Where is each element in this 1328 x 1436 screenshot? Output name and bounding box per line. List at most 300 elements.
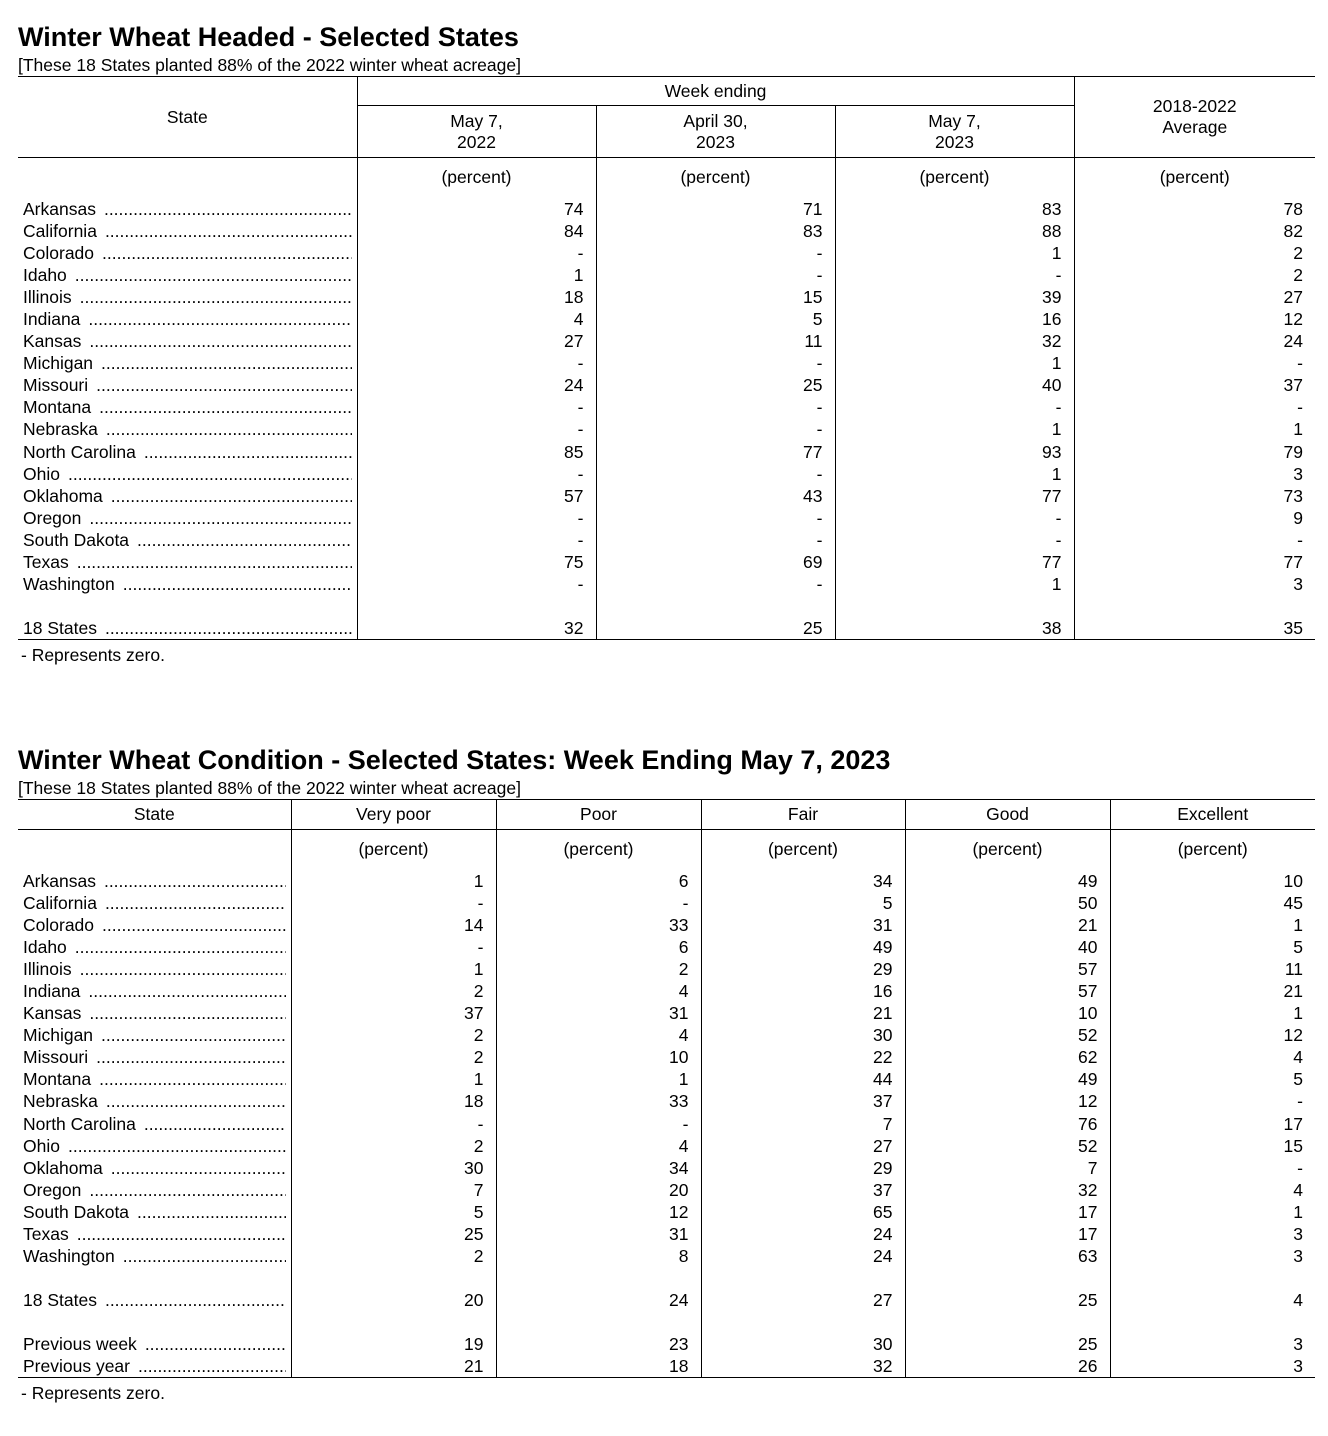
unit-label: (percent) [835,158,1074,198]
table-row [18,1157,1315,1179]
table-row [18,1289,1315,1311]
value-cell: 18 [291,1090,496,1112]
state-cell [18,1157,291,1179]
poor-header: Poor [496,800,701,830]
value-cell: 32 [835,330,1074,352]
state-name: Arkansas [23,198,96,219]
state-name: Illinois [23,958,72,979]
headed-section [18,20,1315,666]
spacer-row [18,595,1315,617]
table-row [18,264,1315,286]
state-name: Ohio [23,1135,60,1156]
value-cell: 57 [357,485,596,507]
state-cell [18,1046,291,1068]
dot-leader [68,463,352,485]
value-cell: 31 [496,1223,701,1245]
value-cell: 3 [1110,1333,1315,1355]
value-cell: 52 [905,1135,1110,1157]
dot-leader [80,286,352,308]
state-name: Washington [23,574,115,595]
table-row [18,1024,1315,1046]
value-cell: - [291,936,496,958]
value-cell: - [835,529,1074,551]
value-cell: 43 [596,485,835,507]
value-cell: 18 [496,1355,701,1378]
value-cell: 7 [905,1157,1110,1179]
dot-leader [80,958,286,980]
state-name: Kansas [23,1003,82,1024]
state-name: Washington [23,1246,115,1267]
dot-leader [96,374,351,396]
good-header: Good [905,800,1110,830]
table-row [18,1245,1315,1267]
dot-leader [123,1245,286,1267]
state-cell [18,1333,291,1355]
value-cell: 3 [1074,573,1315,595]
value-cell: 25 [905,1333,1110,1355]
headed-footnote: - Represents zero. [21,645,165,666]
value-cell: - [496,892,701,914]
value-cell: 30 [701,1333,905,1355]
value-cell: 5 [1110,936,1315,958]
value-cell: 27 [701,1289,905,1311]
dot-leader [106,1090,286,1112]
col-apr30-2023-header: April 30, 2023 [596,106,835,158]
state-cell [18,396,357,418]
table-row [18,352,1315,374]
value-cell: 14 [291,914,496,936]
dot-leader [89,507,351,529]
value-cell: 24 [701,1223,905,1245]
dot-leader [111,1157,286,1179]
dot-leader [88,980,285,1002]
state-name: South Dakota [23,529,130,550]
state-cell [18,330,357,352]
table-row [18,220,1315,242]
value-cell: 21 [1110,980,1315,1002]
value-cell: 1 [835,352,1074,374]
table-row [18,1223,1315,1245]
value-cell: - [1074,396,1315,418]
table-row [18,1002,1315,1024]
value-cell: 37 [701,1090,905,1112]
value-cell: 1 [496,1068,701,1090]
value-cell: 32 [701,1355,905,1378]
value-cell: 27 [357,330,596,352]
state-name: Oregon [23,1179,82,1200]
value-cell: 6 [496,870,701,892]
dot-leader [89,1179,285,1201]
unit-label: (percent) [357,158,596,198]
value-cell: 77 [1074,551,1315,573]
value-cell: 49 [905,1068,1110,1090]
value-cell: 49 [905,870,1110,892]
table-row [18,463,1315,485]
value-cell: 15 [1110,1135,1315,1157]
dot-leader [68,1135,286,1157]
state-name: North Carolina [23,1113,136,1134]
table-row [18,892,1315,914]
dot-leader [77,1223,286,1245]
value-cell: 7 [291,1179,496,1201]
value-cell: - [357,418,596,440]
value-cell: 10 [496,1046,701,1068]
value-cell: 4 [496,1024,701,1046]
value-cell: - [357,352,596,374]
value-cell: 1 [835,242,1074,264]
headed-subtitle: [These 18 States planted 88% of the 2022 winter wheat acreage] [18,55,521,75]
state-cell [18,573,357,595]
state-cell [18,1113,291,1135]
value-cell: 2 [291,1046,496,1068]
dot-leader [137,1201,285,1223]
unit-label: (percent) [1074,158,1315,198]
value-cell: - [357,396,596,418]
value-cell: - [357,463,596,485]
state-cell [18,220,357,242]
dot-leader [96,1046,285,1068]
value-cell: 1 [1110,1201,1315,1223]
state-name: Colorado [23,242,95,263]
state-cell [18,198,357,220]
dot-leader [137,529,351,551]
state-cell [18,441,357,463]
table-row [18,374,1315,396]
value-cell: 8 [496,1245,701,1267]
unit-row [18,158,1315,198]
value-cell: 15 [596,286,835,308]
value-cell: 4 [1110,1179,1315,1201]
state-cell [18,936,291,958]
spacer-row [18,1311,1315,1333]
dot-leader [88,308,351,330]
state-name: Arkansas [23,870,96,891]
value-cell: 32 [357,617,596,640]
value-cell: 4 [496,1135,701,1157]
value-cell: 44 [701,1068,905,1090]
value-cell: 21 [291,1355,496,1378]
state-header: State [18,77,357,158]
dot-leader [104,198,352,220]
value-cell: - [835,396,1074,418]
value-cell: 1 [291,870,496,892]
unit-label: (percent) [701,830,905,870]
value-cell: 12 [496,1201,701,1223]
value-cell: 37 [1074,374,1315,396]
value-cell: 10 [1110,870,1315,892]
value-cell: 71 [596,198,835,220]
value-cell: 6 [496,936,701,958]
state-name: Oregon [23,507,82,528]
table-row [18,396,1315,418]
value-cell: 2 [1074,264,1315,286]
value-cell: 40 [835,374,1074,396]
value-cell: - [596,507,835,529]
dot-leader [111,485,352,507]
table-row [18,198,1315,220]
value-cell: 25 [596,374,835,396]
headed-table [18,76,1315,640]
table-row [18,870,1315,892]
value-cell: 9 [1074,507,1315,529]
condition-title: Winter Wheat Condition - Selected States: Week Ending May 7, 2023 [18,745,891,775]
state-cell [18,980,291,1002]
value-cell: 79 [1074,441,1315,463]
dot-leader [106,418,352,440]
value-cell: 2 [1074,242,1315,264]
value-cell: 31 [701,914,905,936]
state-name: Texas [23,1224,69,1244]
value-cell: 11 [1110,958,1315,980]
state-name: Nebraska [23,1091,98,1112]
value-cell: 1 [1074,418,1315,440]
table-row [18,485,1315,507]
state-cell [18,529,357,551]
value-cell: 37 [291,1002,496,1024]
dot-leader [138,1355,286,1377]
value-cell: - [1110,1157,1315,1179]
value-cell: - [596,264,835,286]
state-cell [18,1002,291,1024]
state-name: Idaho [23,264,67,285]
value-cell: 77 [835,485,1074,507]
value-cell: 62 [905,1046,1110,1068]
dot-leader [75,936,286,958]
table-row [18,573,1315,595]
value-cell: 12 [905,1090,1110,1112]
value-cell: 1 [357,264,596,286]
state-name: Kansas [23,331,82,352]
value-cell: 63 [905,1245,1110,1267]
value-cell: 5 [701,892,905,914]
value-cell: 25 [291,1223,496,1245]
value-cell: 16 [835,308,1074,330]
value-cell: - [496,1113,701,1135]
value-cell: 76 [905,1113,1110,1135]
state-cell [18,463,357,485]
dot-leader [102,914,285,936]
state-name: Montana [23,1069,92,1090]
value-cell: 27 [1074,286,1315,308]
value-cell: 29 [701,1157,905,1179]
value-cell: 35 [1074,617,1315,640]
table-row [18,529,1315,551]
value-cell: 37 [701,1179,905,1201]
value-cell: 29 [701,958,905,980]
table-row [18,242,1315,264]
value-cell: - [596,418,835,440]
value-cell: 3 [1074,463,1315,485]
value-cell: 40 [905,936,1110,958]
value-cell: 24 [496,1289,701,1311]
excellent-header: Excellent [1110,800,1315,830]
state-cell [18,1024,291,1046]
dot-leader [102,242,351,264]
dot-leader [99,396,351,418]
value-cell: 4 [1110,1046,1315,1068]
value-cell: - [596,242,835,264]
dot-leader [105,220,352,242]
value-cell: 17 [905,1223,1110,1245]
table-row [18,914,1315,936]
value-cell: 78 [1074,198,1315,220]
value-cell: 49 [701,936,905,958]
value-cell: 83 [596,220,835,242]
state-cell [18,418,357,440]
value-cell: 77 [596,441,835,463]
dot-leader [144,1113,286,1135]
value-cell: 19 [291,1333,496,1355]
value-cell: 33 [496,914,701,936]
state-cell [18,286,357,308]
fair-header: Fair [701,800,905,830]
value-cell: 30 [701,1024,905,1046]
unit-label: (percent) [905,830,1110,870]
value-cell: 4 [1110,1289,1315,1311]
value-cell: 20 [291,1289,496,1311]
value-cell: 34 [496,1157,701,1179]
value-cell: 1 [291,958,496,980]
headed-title: Winter Wheat Headed - Selected States [18,22,519,52]
value-cell: 39 [835,286,1074,308]
state-name: South Dakota [23,1201,130,1222]
value-cell: 24 [357,374,596,396]
value-cell: 73 [1074,485,1315,507]
value-cell: 2 [291,1245,496,1267]
table-row [18,1046,1315,1068]
value-cell: 83 [835,198,1074,220]
value-cell: - [1110,1090,1315,1112]
table-row [18,936,1315,958]
value-cell: 22 [701,1046,905,1068]
table-row [18,1135,1315,1157]
value-cell: 77 [835,551,1074,573]
state-cell [18,1090,291,1112]
value-cell: 5 [1110,1068,1315,1090]
value-cell: - [835,507,1074,529]
state-name: Michigan [23,1025,94,1046]
state-cell [18,1068,291,1090]
value-cell: 88 [835,220,1074,242]
value-cell: 84 [357,220,596,242]
value-cell: 3 [1110,1223,1315,1245]
dot-leader [99,1068,285,1090]
state-cell [18,958,291,980]
state-cell [18,374,357,396]
state-name: Colorado [23,914,95,935]
value-cell: 82 [1074,220,1315,242]
value-cell: 52 [905,1024,1110,1046]
table-row [18,418,1315,440]
state-cell [18,1201,291,1223]
state-name: Oklahoma [23,485,103,506]
value-cell: 4 [496,980,701,1002]
spacer-row [18,1267,1315,1289]
value-cell: 2 [291,980,496,1002]
state-name: Indiana [23,308,81,329]
value-cell: 74 [357,198,596,220]
value-cell: 23 [496,1333,701,1355]
state-name: California [23,220,97,241]
value-cell: 2 [291,1024,496,1046]
value-cell: - [1074,529,1315,551]
state-name: Montana [23,397,92,418]
unit-label: (percent) [596,158,835,198]
dot-leader [101,1024,285,1046]
state-name: North Carolina [23,441,136,462]
dot-leader [89,330,351,352]
value-cell: - [357,573,596,595]
value-cell: 24 [701,1245,905,1267]
dot-leader [77,551,352,573]
state-cell [18,352,357,374]
table-row [18,1201,1315,1223]
value-cell: 18 [357,286,596,308]
table-row [18,441,1315,463]
value-cell: 26 [905,1355,1110,1378]
value-cell: 4 [357,308,596,330]
state-cell [18,892,291,914]
state-cell [18,1223,291,1245]
condition-section [18,743,1315,1404]
col-may7-2022-header: May 7, 2022 [357,106,596,158]
table-row [18,1068,1315,1090]
value-cell: 2 [496,958,701,980]
state-name: Missouri [23,1047,89,1068]
table-row [18,1090,1315,1112]
value-cell: 25 [905,1289,1110,1311]
table-row [18,286,1315,308]
state-cell [18,551,357,573]
value-cell: - [357,529,596,551]
dot-leader [75,264,352,286]
value-cell: - [596,352,835,374]
state-name: Nebraska [23,419,98,440]
value-cell: - [357,242,596,264]
dot-leader [144,441,352,463]
state-cell [18,1179,291,1201]
state-cell [18,1245,291,1267]
dot-leader [89,1002,285,1024]
state-name: 18 States [23,618,97,639]
state-cell [18,264,357,286]
state-name: Previous year [23,1356,130,1377]
value-cell: 57 [905,958,1110,980]
table-row [18,980,1315,1002]
value-cell: 50 [905,892,1110,914]
state-cell [18,1355,291,1378]
dot-leader [105,892,286,914]
unit-label: (percent) [496,830,701,870]
value-cell: 12 [1110,1024,1315,1046]
value-cell: 12 [1074,308,1315,330]
table-row [18,308,1315,330]
value-cell: 85 [357,441,596,463]
value-cell: - [291,1113,496,1135]
value-cell: 1 [1110,1002,1315,1024]
table-row [18,1355,1315,1378]
state-cell [18,242,357,264]
state-cell [18,485,357,507]
state-cell [18,914,291,936]
state-name: Illinois [23,286,72,307]
table-row [18,1113,1315,1135]
state-cell [18,1289,291,1311]
state-cell [18,308,357,330]
value-cell: - [835,264,1074,286]
table-row [18,551,1315,573]
value-cell: 10 [905,1002,1110,1024]
